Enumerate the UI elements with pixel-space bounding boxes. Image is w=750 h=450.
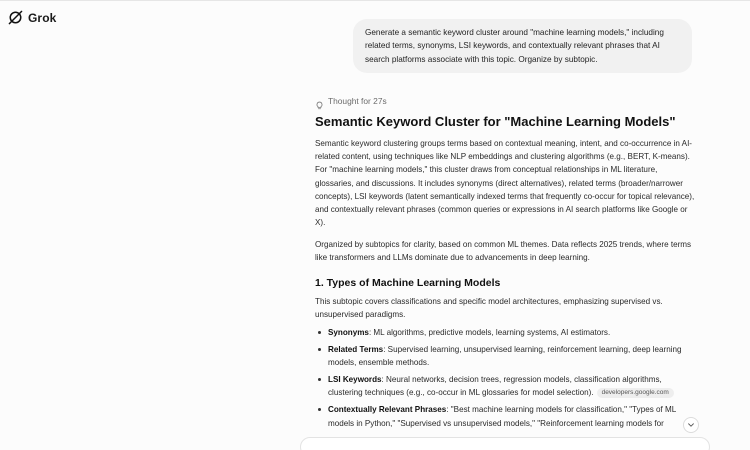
bullet-text: : Neural networks, decision trees, regression models, classification algorithms, clustering techniques (e.g., co-occur in ML glossaries for model selection). — [328, 375, 662, 398]
list-item — [315, 403, 695, 429]
bullet-text: : "Best machine learning models for classification," "Types of ML models in Python," "Supervised vs unsupervised models," "Reinforcement learning models for — [328, 405, 676, 428]
keyword-list — [315, 326, 695, 434]
bullet-label: Contextually Relevant Phrases — [328, 405, 447, 415]
chevron-down-icon — [687, 416, 695, 434]
scroll-to-bottom-button[interactable] — [683, 417, 699, 433]
bullet-label: Synonyms — [328, 328, 369, 337]
top-divider — [0, 0, 750, 1]
section-heading: 1. Types of Machine Learning Models — [315, 277, 501, 289]
list-item — [315, 326, 695, 339]
bullet-text: : Supervised learning, unsupervised learning, reinforcement learning, deep learning models, ensemble methods. — [328, 345, 682, 368]
user-message-bubble: Generate a semantic keyword cluster around "machine learning models," including related terms, synonyms, LSI keywords, and contextually relevant phrases that AI search platforms associate with this topic. Organize by subtopic. — [353, 19, 692, 73]
bullet-label: Related Terms — [328, 345, 384, 354]
lightbulb-icon — [315, 97, 324, 106]
list-item — [315, 343, 695, 369]
source-citation-chip[interactable]: developers.google.com — [597, 388, 674, 398]
organization-paragraph: Organized by subtopics for clarity, based on common ML themes. Data reflects 2025 trends, where terms like transformers and LLMs dominate due to advancements in deep learning. — [315, 240, 692, 263]
grok-logo-icon — [8, 10, 23, 25]
response-title: Semantic Keyword Cluster for "Machine Learning Models" — [315, 114, 676, 129]
bullet-text: : ML algorithms, predictive models, learning systems, AI estimators. — [368, 328, 611, 337]
app-brand[interactable] — [8, 10, 56, 25]
list-item — [315, 373, 695, 399]
thought-duration-label: Thought for 27s — [328, 96, 387, 106]
bullet-label: LSI Keywords — [328, 375, 382, 385]
intro-paragraph: Semantic keyword clustering groups terms based on contextual meaning, intent, and co-occurrence in AI-related content, using techniques like NLP embeddings and clustering algorithms (e.g., BERT, K-means). For "machine learning models," this cluster draws from conceptual relationships in ML literature, glossaries, and discussions. It includes synonyms (direct alternatives), related terms (broader/narrower concepts), LSI keywords (latent semantically indexed terms that frequently co-occur for topical relevance), and contextually relevant phrases (common queries or expressions in AI search platforms like Google or X). — [315, 139, 695, 228]
composer-input[interactable] — [300, 437, 710, 450]
app-name: Grok — [28, 10, 57, 25]
thought-toggle[interactable] — [315, 96, 387, 106]
section-description: This subtopic covers classifications and specific model architectures, emphasizing supervised vs. unsupervised paradigms. — [315, 297, 663, 320]
